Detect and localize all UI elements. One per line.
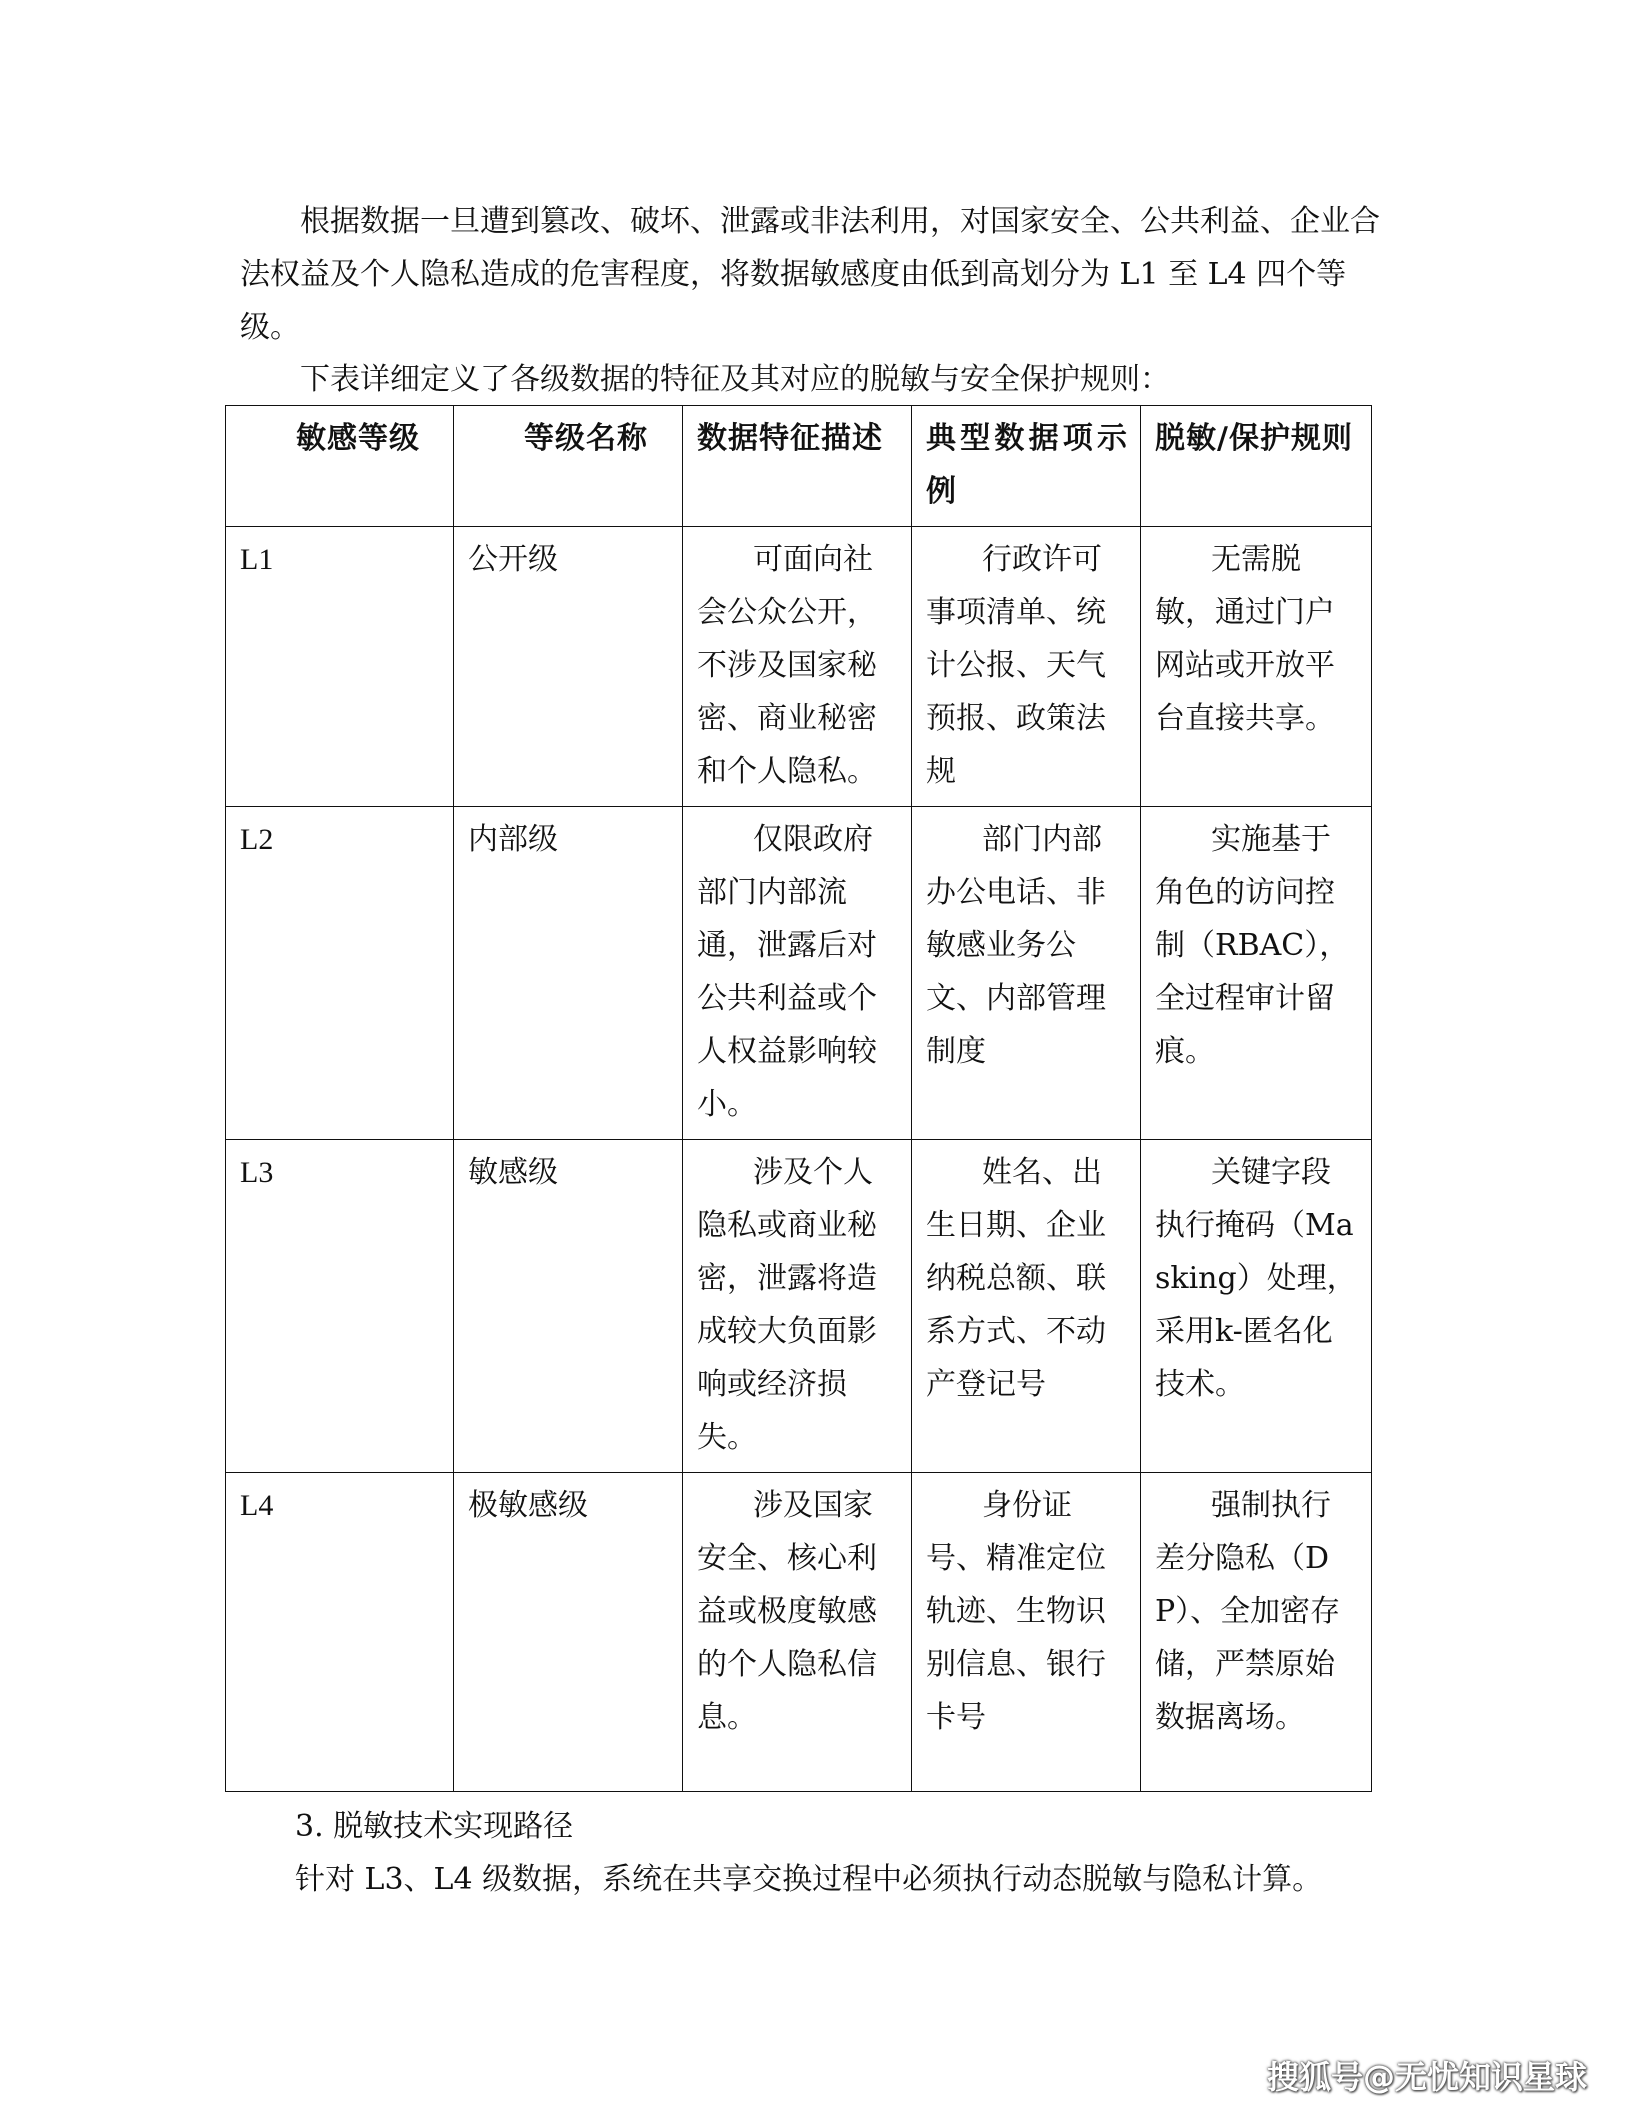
- examples-cell: [912, 527, 1141, 807]
- level-cell: L4: [226, 1473, 454, 1792]
- description-text: 涉及国家安全、核心利益或极度敏感的个人隐私信息。: [697, 1488, 877, 1735]
- header-level: 敏感等级: [226, 406, 454, 527]
- examples-cell: [912, 1473, 1141, 1792]
- table-row: [226, 807, 1372, 1140]
- description-text: 涉及个人隐私或商业秘密，泄露将造成较大负面影响或经济损失。: [697, 1155, 877, 1455]
- level-cell: L2: [226, 807, 454, 1140]
- rule-text: 关键字段执行掩码（Masking）处理，采用k-匿名化技术。: [1155, 1155, 1357, 1402]
- header-examples: 典型数据项示例: [912, 406, 1141, 527]
- rule-text: 实施基于角色的访问控制（RBAC），全过程审计留痕。: [1155, 822, 1350, 1069]
- table-row: [226, 1473, 1372, 1792]
- level-cell: L3: [226, 1140, 454, 1473]
- header-rule: 脱敏/保护规则: [1141, 406, 1372, 527]
- examples-cell: [912, 807, 1141, 1140]
- description-cell: [683, 527, 912, 807]
- examples-text: 行政许可事项清单、统计公报、天气预报、政策法规: [926, 542, 1106, 789]
- rule-text: 无需脱敏，通过门户网站或开放平台直接共享。: [1155, 542, 1335, 736]
- description-cell: [683, 807, 912, 1140]
- rule-cell: [1141, 807, 1372, 1140]
- level-name-cell: 敏感级: [454, 1140, 683, 1473]
- level-name-cell: 公开级: [454, 527, 683, 807]
- section-title: 3. 脱敏技术实现路径: [295, 1809, 574, 1844]
- table-row: [226, 527, 1372, 807]
- level-cell: L1: [226, 527, 454, 807]
- table-header-row: [226, 406, 1372, 527]
- intro-paragraph: [240, 195, 1390, 354]
- sensitivity-table: [225, 405, 1372, 1792]
- description-text: 仅限政府部门内部流通，泄露后对公共利益或个人权益影响较小。: [697, 822, 877, 1122]
- description-cell: [683, 1473, 912, 1792]
- header-description: 数据特征描述: [683, 406, 912, 527]
- level-name-cell: 内部级: [454, 807, 683, 1140]
- rule-cell: [1141, 527, 1372, 807]
- examples-text: 姓名、出生日期、企业纳税总额、联系方式、不动产登记号: [926, 1155, 1106, 1402]
- examples-cell: [912, 1140, 1141, 1473]
- table-caption: [240, 353, 1390, 406]
- intro-text: 根据数据一旦遭到篡改、破坏、泄露或非法利用，对国家安全、公共利益、企业合法权益及个人隐私造成的危害程度，将数据敏感度由低到高划分为 L1 至 L4 四个等级。: [240, 204, 1380, 345]
- watermark: 搜狐号@无忧知识星球: [1266, 2058, 1587, 2096]
- rule-cell: [1141, 1473, 1372, 1792]
- rule-cell: [1141, 1140, 1372, 1473]
- examples-text: 身份证号、精准定位轨迹、生物识别信息、银行卡号: [926, 1488, 1106, 1735]
- description-text: 可面向社会公众公开，不涉及国家秘密、商业秘密和个人隐私。: [697, 542, 877, 789]
- table-caption-text: 下表详细定义了各级数据的特征及其对应的脱敏与安全保护规则：: [300, 362, 1170, 397]
- table-row: [226, 1140, 1372, 1473]
- header-name: 等级名称: [454, 406, 683, 527]
- description-cell: [683, 1140, 912, 1473]
- level-name-cell: 极敏感级: [454, 1473, 683, 1792]
- examples-text: 部门内部办公电话、非敏感业务公文、内部管理制度: [926, 822, 1106, 1069]
- section-body: 针对 L3、L4 级数据，系统在共享交换过程中必须执行动态脱敏与隐私计算。: [295, 1862, 1323, 1897]
- rule-text: 强制执行差分隐私（DP）、全加密存储，严禁原始数据离场。: [1155, 1488, 1341, 1735]
